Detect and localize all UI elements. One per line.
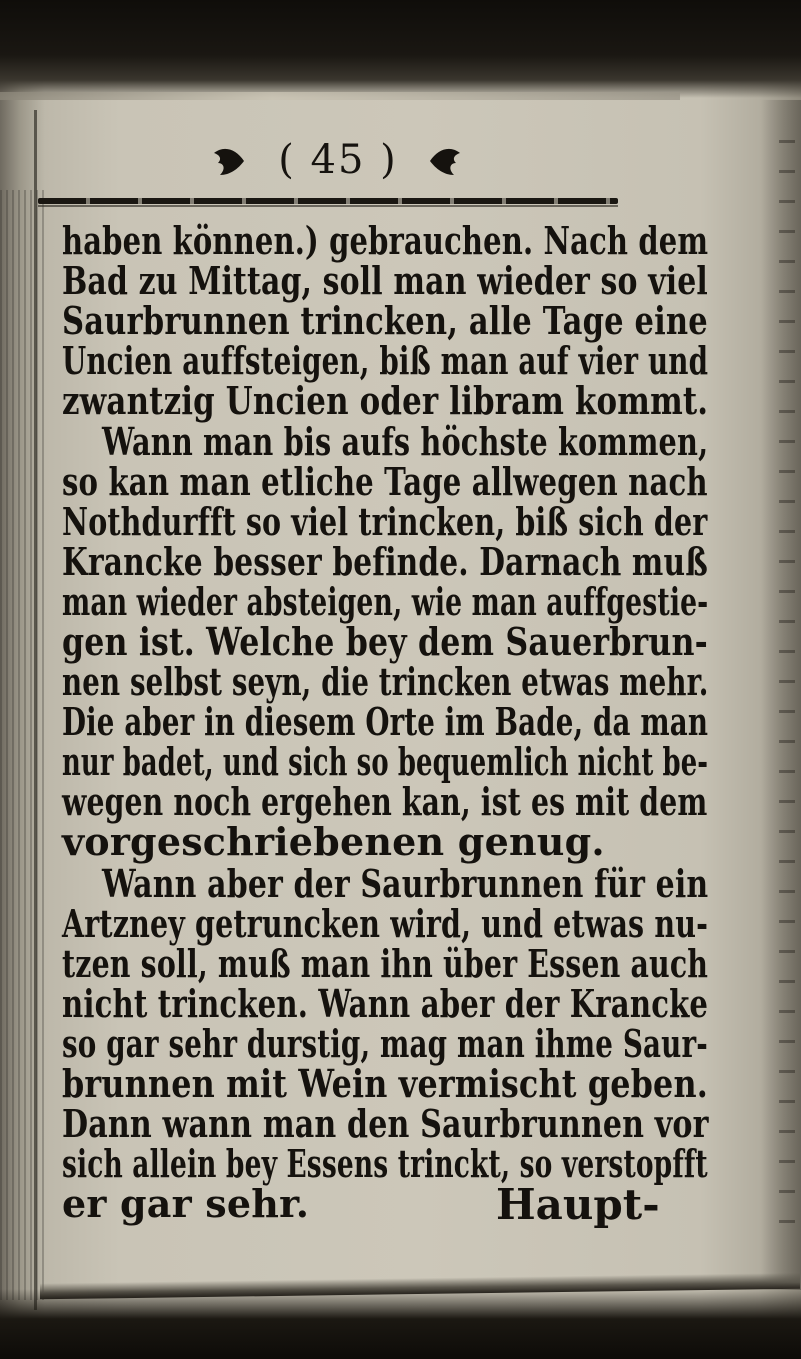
text-line: gen ist. Welche bey dem Sauerbrun- — [62, 619, 708, 664]
text-line: man wieder absteigen, wie man auffgestie- — [62, 579, 709, 624]
top-shadow — [0, 0, 801, 98]
header-rule-thin — [38, 205, 618, 207]
text-line: Wann aber der Saurbrunnen für ein — [102, 861, 709, 906]
left-gutter-stripes — [0, 190, 45, 1300]
page-header — [180, 133, 480, 193]
text-line: tzen soll, muß man ihn über Essen auch — [62, 941, 709, 986]
text-line: Dann wann man den Saurbrunnen vor — [62, 1101, 709, 1146]
binding-line — [34, 110, 37, 1310]
text-line: nen selbst seyn, die trincken etwas mehr. — [62, 659, 709, 704]
text-line: zwantzig Uncien oder libram kommt. — [62, 378, 709, 423]
text-line: brunnen mit Wein vermischt geben. — [62, 1061, 708, 1106]
text-line: er gar sehr. — [62, 1181, 310, 1226]
text-line: wegen noch ergehen kan, ist es mit dem — [62, 779, 708, 824]
bottom-shadow — [0, 1289, 801, 1359]
text-line: Krancke besser befinde. Darnach muß — [62, 539, 708, 584]
text-line: haben können.) gebrauchen. Nach dem — [62, 218, 709, 263]
text-line: Nothdurfft so viel trincken, biß sich der — [62, 499, 708, 544]
fleuron-left-icon — [210, 141, 246, 181]
text-line: nur badet, und sich so bequemlich nicht be- — [62, 739, 709, 784]
text-line: vorgeschriebenen genug. — [62, 819, 605, 864]
fleuron-right-icon — [428, 141, 464, 181]
text-line: so gar sehr durstig, mag man ihme Saur- — [62, 1021, 708, 1066]
catchword: Haupt- — [496, 1180, 660, 1229]
top-page-edge — [0, 92, 680, 100]
text-line: nicht trincken. Wann aber der Krancke — [62, 981, 709, 1026]
right-edge-marks — [779, 140, 795, 1240]
text-line: Wann man bis aufs höchste kommen, — [102, 419, 709, 464]
text-line: so kan man etliche Tage allwegen nach — [62, 459, 708, 504]
text-line: Artzney getruncken wird, und etwas nu- — [62, 901, 709, 946]
text-line: sich allein bey Essens trinckt, so verstopfft — [62, 1141, 708, 1186]
header-rule — [38, 198, 618, 204]
text-line: Bad zu Mittag, soll man wieder so viel — [62, 258, 708, 303]
page-number: ( 45 ) — [278, 137, 398, 183]
text-line: Die aber in diesem Orte im Bade, da man — [62, 699, 709, 744]
text-line: Uncien auffsteigen, biß man auf vier und — [62, 338, 709, 383]
text-line: Saurbrunnen trincken, alle Tage eine — [62, 298, 708, 343]
